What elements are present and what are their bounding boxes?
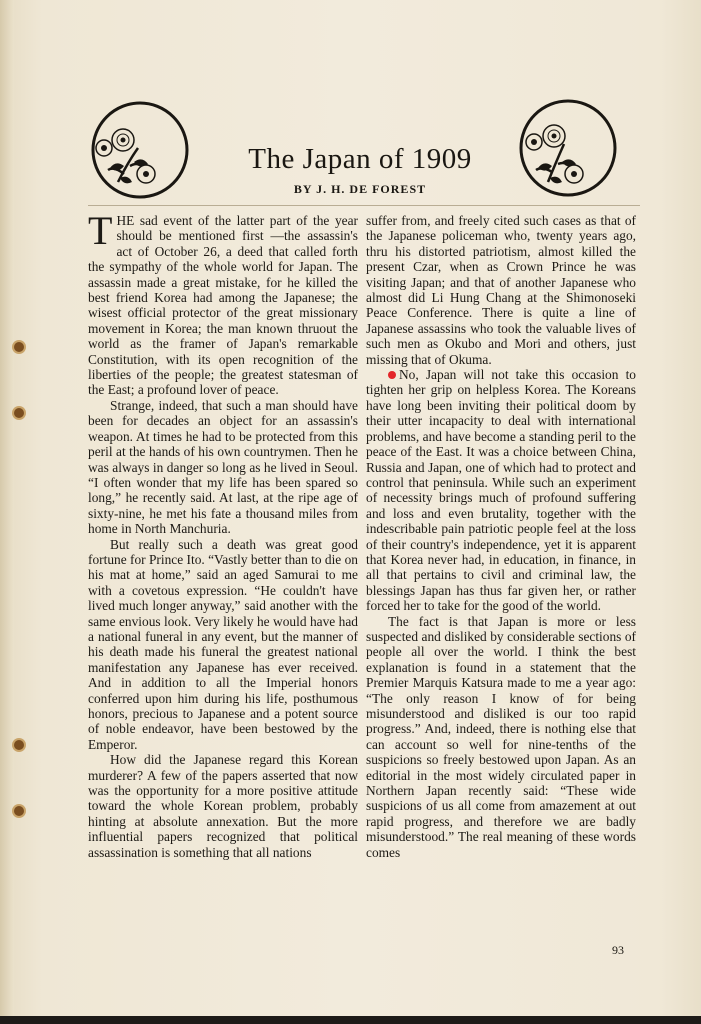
chrysanthemum-ornament-right-icon [518,98,618,198]
drop-cap: T [88,208,113,253]
article-byline: BY J. H. DE FOREST [293,182,427,196]
paragraph: Strange, indeed, that such a man should have been for decades an object for an assassin's weapon. At times he had to be protected from this peril at the hands of his own countrymen. Then he was always in danger so long as he lived in Seoul. “I often wonder that my life has been spared so long,” he recently said. At last, at the ripe age of sixty-nine, he met his fate a thousand miles from home in North Manchuria. [88,397,358,537]
paragraph: suffer from, and freely cited such cases as that of the Japanese policeman who, twenty years ago, thru his distorted patriotism, almost killed the present Czar, when as Crown Prince he was visiting Japan; and that of another Japanese who almost did Li Hung Chang at the Shimonoseki Peace Conference. There is quite a line of Japanese assassins who took the valuable lives of such men as Okubo and Mori and others, just missing that of Okuma. [366,213,636,367]
page-number: 93 [612,943,624,957]
paragraph: But really such a death was great good fortune for Prince Ito. “Vastly better than to die on his mat at home,” said an aged Samurai to me with a covetous expression. “He couldn't have lived much longer anyway,” said another with the same envious look. Very likely he would have had a national funeral in any event, but the manner of his death made his funeral the greatest national manifestation any Japanese has ever received. And in addition to all the Imperial honors conferred upon him during his life, posthumous honors, precious to Japanese and a potent source of noble endeavor, have been bestowed by the Emperor. [88,536,358,752]
red-marker-dot-icon [388,371,396,379]
binding-hole [14,408,24,418]
right-column [366,213,636,860]
binding-hole [14,806,24,816]
paragraph-text: No, Japan will not take this occasion to tighten her grip on helpless Korea. The Koreans have long been inviting their political doom by their utter incapacity to deal with international problems, and have become a standing peril to the peace of the East. It was a choice between China, Russia and Japan, one of which had to protect and control that peninsula. While such an experiment of necessity brings much of profound suffering and loss and even brutality, together with the indescribable pain patriotic people feel at the loss of their country's independence, yet it is apparent that Korea never had, in education, in finance, in all that pertains to civil and criminal law, the blessings Japan has thus far given her, or rather forced her to take for the good of the world. [366,367,636,614]
page-bottom-edge [0,1016,701,1024]
binding-hole [14,740,24,750]
paragraph: The fact is that Japan is more or less suspected and disliked by considerable sections of people all over the world. I think the best explanation is found in a statement that the Premier Marquis Katsura made to me a year ago: “The only reason I know of for being misunderstood and disliked is our too rapid progress.” And, indeed, there is nothing else that can account so well for nine-tenths of the suspicions so freely bestowed upon Japan. As an editorial in the most widely circulated paper in Northern Japan recently said: “These wide suspicions of us all come from amazement at out rapid progress, and therefore we are badly misunderstood.” The real meaning of these words comes [366,613,636,860]
paragraph: How did the Japanese regard this Korean murderer? A few of the papers asserted that now was the opportunity for a more positive attitude toward the whole Korean problem, probably hinting at absolute annexation. But the more influential papers recognized that political assassination is something that all nations [88,752,358,860]
article-title: The Japan of 1909 [248,143,472,175]
left-column [88,208,358,860]
page-spine [0,0,14,1016]
paragraph [88,208,358,398]
chrysanthemum-ornament-left-icon [90,100,190,200]
paragraph [366,367,636,614]
title-divider [88,205,640,206]
paragraph-text: HE sad event of the latter part of the year should be mentioned first —the assassin's act of October 26, a deed that called forth the sympathy of the whole world for Japan. The assassin made a great mistake, for he killed the best friend Korea had among the Japanese; the wisest official protector of the great missionary movement in Korea; the man known thruout the world as the framer of Japan's remarkable Constitution, with its open recognition of the liberties of the people; the greatest statesman of the East; a profound lover of peace. [88,213,358,398]
binding-hole [14,342,24,352]
